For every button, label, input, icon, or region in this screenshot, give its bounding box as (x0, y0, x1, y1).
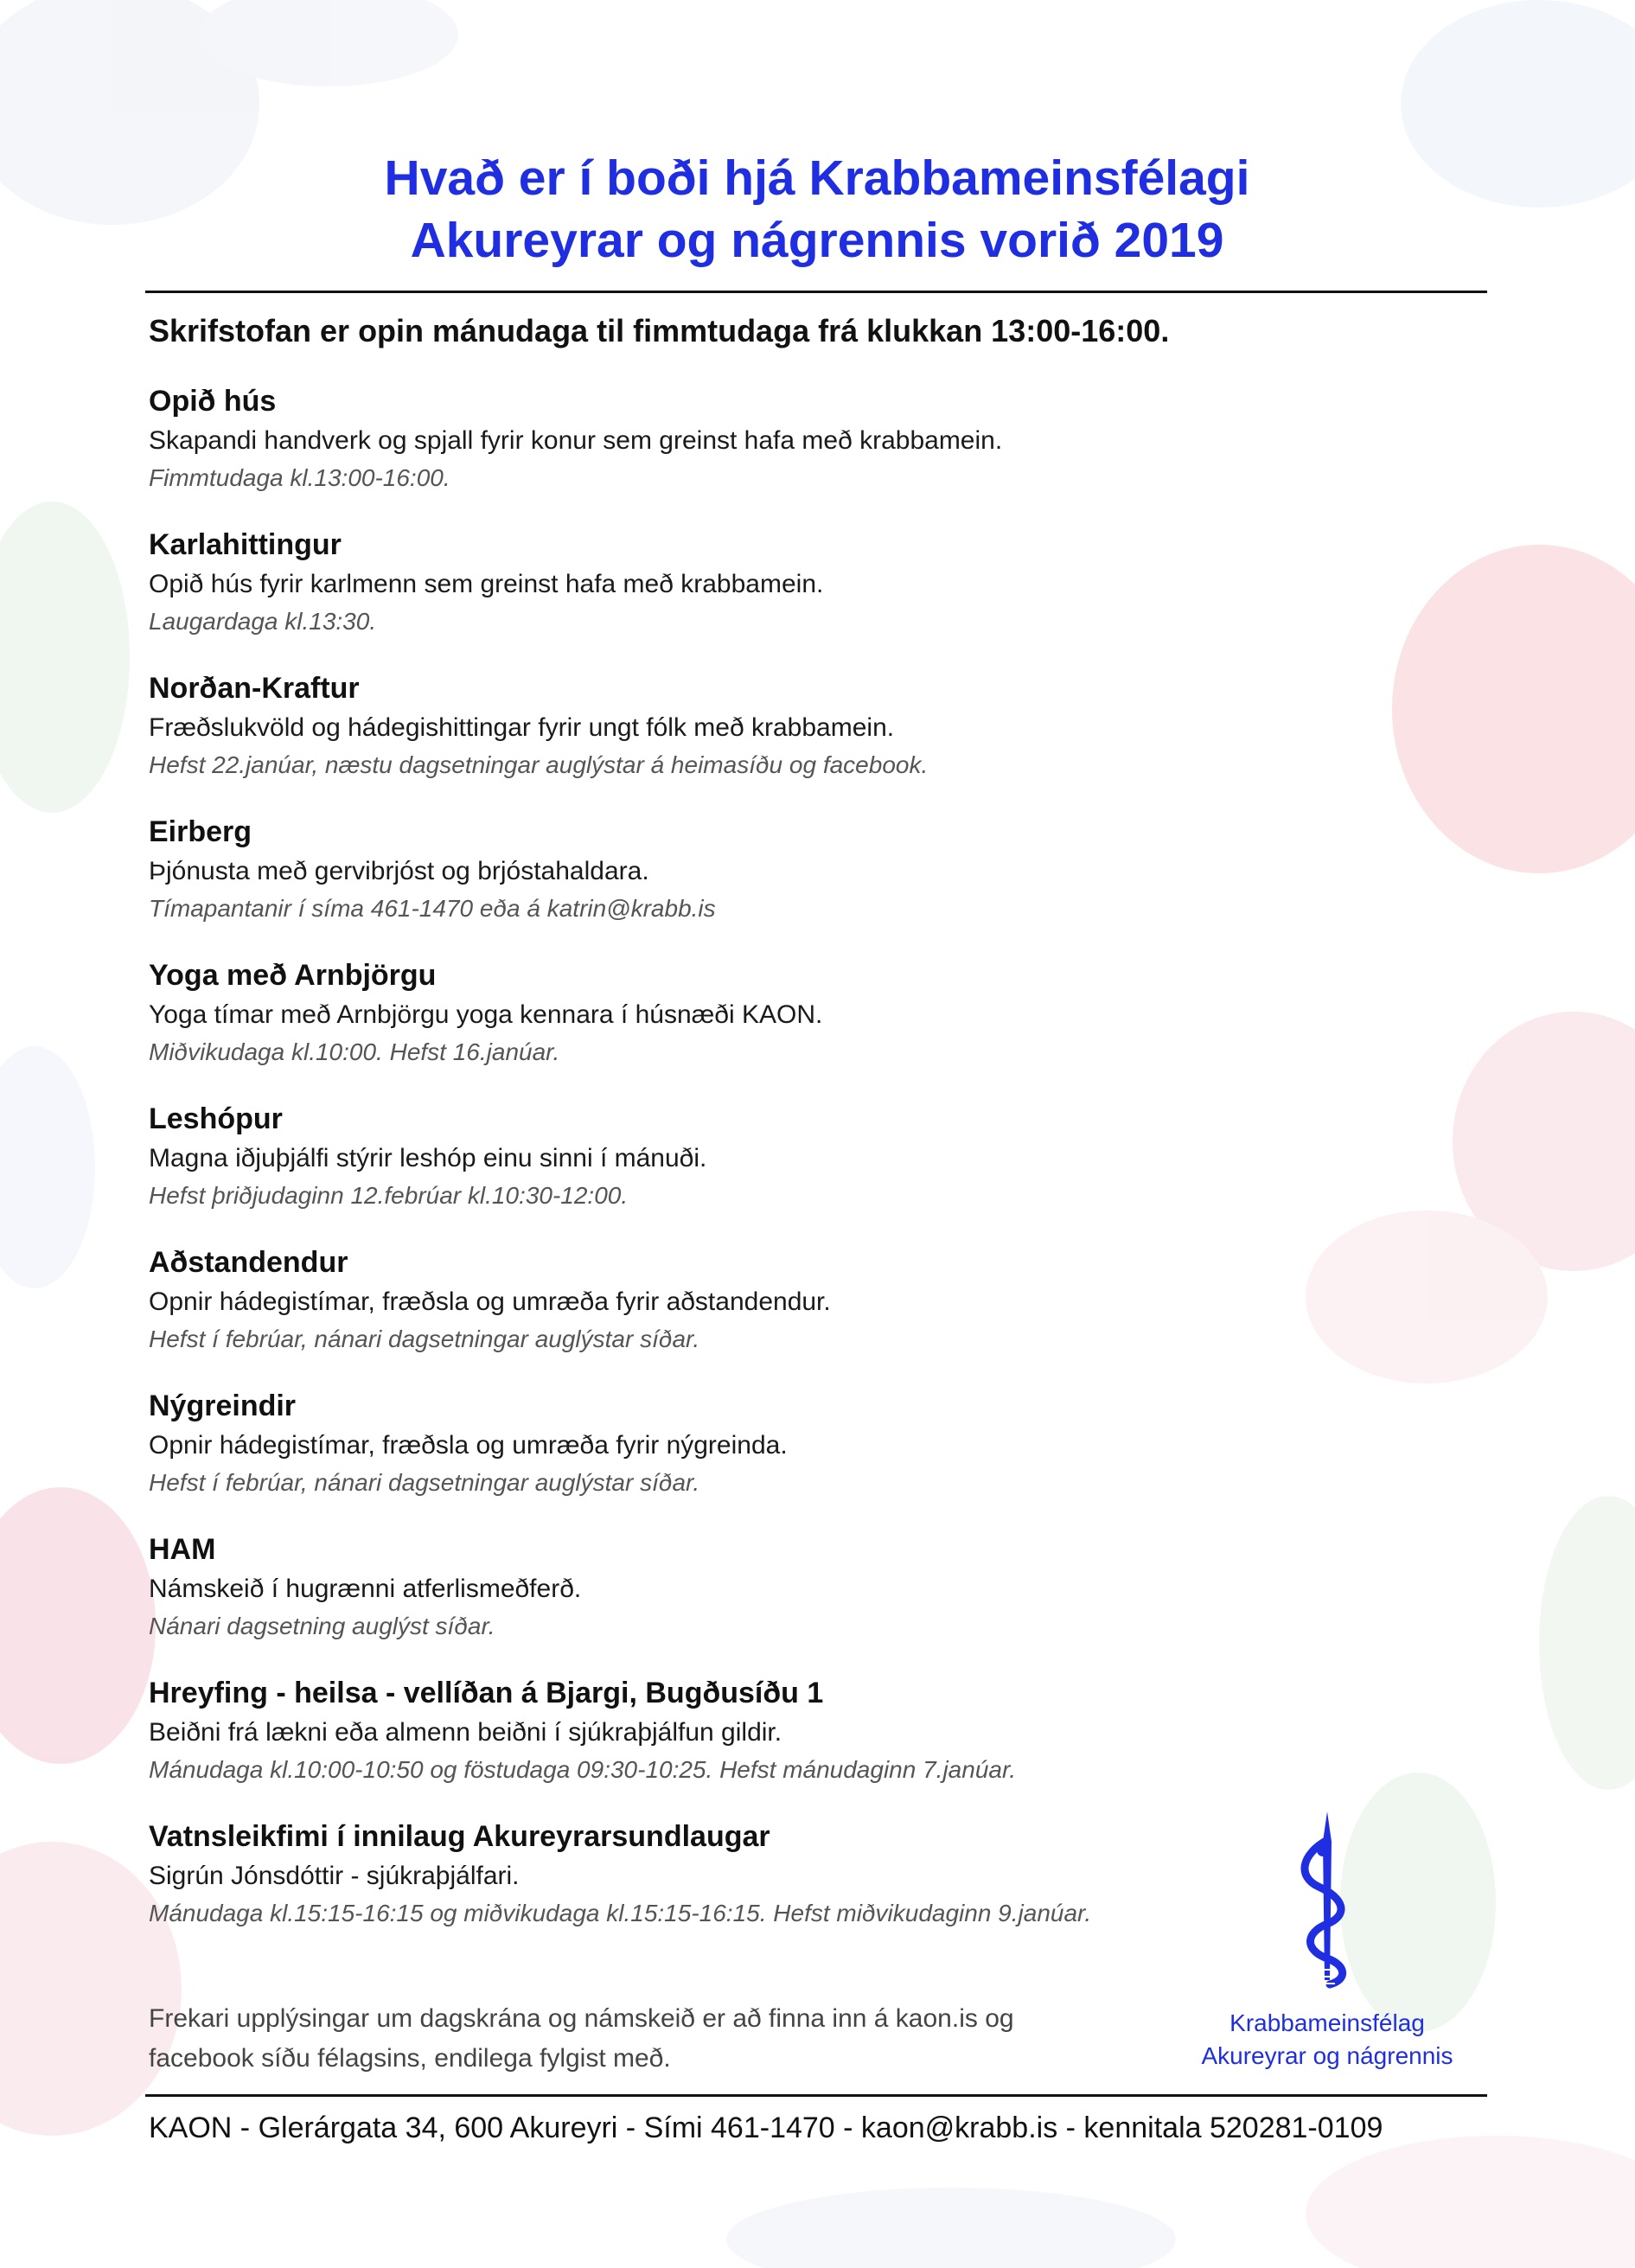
service-description: Opið hús fyrir karlmenn sem greinst hafa með krabbamein. (149, 570, 824, 598)
service-description: Skapandi handverk og spjall fyrir konur sem greinst hafa með krabbamein. (149, 426, 1003, 455)
service-item (149, 380, 1342, 496)
service-schedule: Mánudaga kl.10:00-10:50 og föstudaga 09:30-10:25. Hefst mánudaginn 7.janúar. (149, 1756, 1017, 1783)
service-name: Eirberg (149, 815, 252, 848)
service-item (149, 955, 1342, 1070)
contact-line: KAON - Glerárgata 34, 600 Akureyri - Sími 461-1470 - kaon@krabb.is - kennitala 520281-0109 (149, 2111, 1383, 2144)
service-name: Aðstandendur (149, 1246, 348, 1279)
more-info-note (149, 1999, 1100, 2079)
title-line-2: Akureyrar og nágrennis vorið 2019 (410, 213, 1224, 268)
office-hours: Skrifstofan er opin mánudaga til fimmtudaga frá klukkan 13:00-16:00. (149, 313, 1170, 348)
title-line-1: Hvað er í boði hjá Krabbameinsfélagi (384, 150, 1250, 206)
service-name: Leshópur (149, 1102, 283, 1135)
serpent-staff-icon (1280, 1807, 1375, 1997)
service-schedule: Hefst í febrúar, nánari dagsetningar auglýstar síðar. (149, 1469, 700, 1496)
more-info-line-2: facebook síðu félagsins, endilega fylgist með. (149, 2044, 671, 2073)
service-schedule: Laugardaga kl.13:30. (149, 608, 377, 635)
service-item (149, 1672, 1342, 1788)
service-item (149, 524, 1342, 640)
service-schedule: Hefst 22.janúar, næstu dagsetningar auglýstar á heimasíðu og facebook. (149, 751, 929, 778)
page-title (147, 147, 1487, 272)
service-item (149, 1098, 1342, 1214)
service-schedule: Tímapantanir í síma 461-1470 eða á katrin@krabb.is (149, 895, 716, 922)
service-schedule: Nánari dagsetning auglýst síðar. (149, 1613, 495, 1639)
service-item (149, 1242, 1342, 1358)
service-description: Þjónusta með gervibrjóst og brjóstahaldara. (149, 857, 649, 885)
service-description: Yoga tímar með Arnbjörgu yoga kennara í húsnæði KAON. (149, 1000, 823, 1029)
service-name: Vatnsleikfimi í innilaug Akureyrarsundlaugar (149, 1820, 770, 1853)
service-name: Opið hús (149, 385, 277, 418)
service-description: Fræðslukvöld og hádegishittingar fyrir ungt fólk með krabbamein. (149, 713, 895, 742)
service-name: Karlahittingur (149, 528, 342, 561)
service-name: Yoga með Arnbjörgu (149, 959, 437, 992)
organization-logo (1163, 1807, 1491, 2073)
service-description: Beiðni frá lækni eða almenn beiðni í sjúkraþjálfun gildir. (149, 1718, 782, 1747)
top-divider (145, 291, 1487, 293)
service-name: HAM (149, 1533, 216, 1566)
service-item (149, 811, 1342, 927)
service-item (149, 1385, 1342, 1501)
service-schedule: Fimmtudaga kl.13:00-16:00. (149, 464, 450, 491)
service-item (149, 1529, 1342, 1645)
logo-line-1: Krabbameinsfélag (1229, 2009, 1425, 2036)
service-schedule: Hefst í febrúar, nánari dagsetningar auglýstar síðar. (149, 1326, 700, 1352)
service-description: Námskeið í hugrænni atferlismeðferð. (149, 1575, 582, 1603)
service-description: Magna iðjuþjálfi stýrir leshóp einu sinni í mánuði. (149, 1144, 707, 1172)
service-item (149, 668, 1342, 783)
logo-line-2: Akureyrar og nágrennis (1201, 2042, 1453, 2069)
service-description: Sigrún Jónsdóttir - sjúkraþjálfari. (149, 1862, 520, 1890)
more-info-line-1: Frekari upplýsingar um dagskrána og námskeið er að finna inn á kaon.is og (149, 2004, 1014, 2033)
service-schedule: Miðvikudaga kl.10:00. Hefst 16.janúar. (149, 1038, 560, 1065)
services-list (149, 380, 1342, 1959)
bottom-divider (145, 2094, 1487, 2097)
service-name: Nýgreindir (149, 1390, 297, 1422)
service-description: Opnir hádegistímar, fræðsla og umræða fyrir aðstandendur. (149, 1287, 831, 1316)
service-description: Opnir hádegistímar, fræðsla og umræða fyrir nýgreinda. (149, 1431, 788, 1460)
service-schedule: Hefst þriðjudaginn 12.febrúar kl.10:30-12:00. (149, 1182, 629, 1209)
service-name: Hreyfing - heilsa - vellíðan á Bjargi, Bugðusíðu 1 (149, 1677, 824, 1709)
logo-text (1163, 2007, 1491, 2073)
service-name: Norðan-Kraftur (149, 672, 360, 705)
service-schedule: Mánudaga kl.15:15-16:15 og miðvikudaga kl.15:15-16:15. Hefst miðvikudaginn 9.janúar. (149, 1900, 1092, 1926)
